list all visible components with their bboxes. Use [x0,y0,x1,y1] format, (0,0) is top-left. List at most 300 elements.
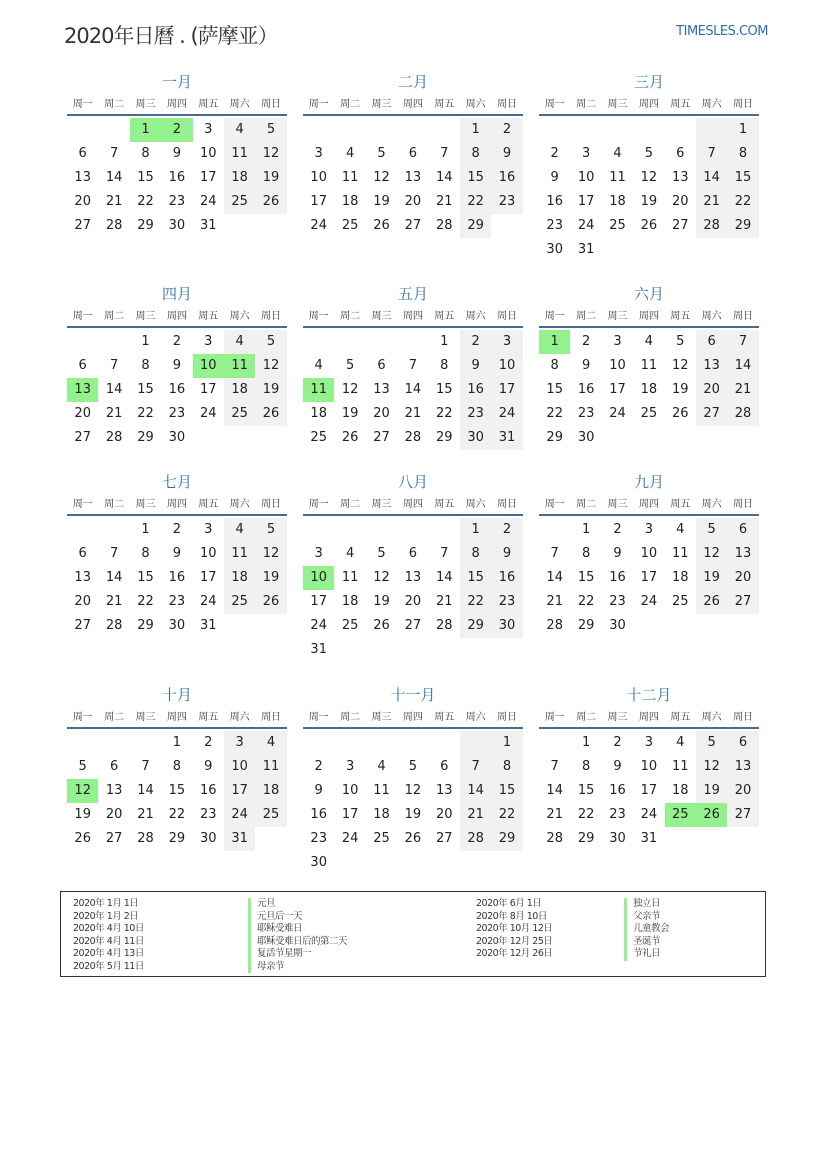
day-cell[interactable]: 18 [224,566,255,590]
day-cell[interactable]: 3 [204,522,213,537]
day-cell[interactable]: 15 [577,783,595,798]
day-cell[interactable]: 28 [460,827,491,851]
day-cell[interactable]: 7 [550,546,559,561]
day-cell[interactable]: 9 [172,358,181,373]
day-cell[interactable]: 9 [581,358,591,373]
day-cell[interactable]: 5 [255,118,286,142]
day-cell[interactable]: 21 [460,803,491,827]
day-cell[interactable]: 21 [105,194,123,209]
day-cell[interactable]: 31 [199,218,217,233]
day-cell[interactable]: 28 [435,618,453,633]
day-cell[interactable]: 1 [727,118,758,142]
day-cell[interactable]: 27 [74,430,91,445]
day-cell[interactable]: 29 [137,430,154,445]
day-cell[interactable]: 28 [546,618,563,633]
day-cell[interactable]: 5 [696,518,727,542]
day-cell[interactable]: 24 [199,194,217,209]
day-cell[interactable]: 30 [609,831,626,846]
day-cell[interactable]: 6 [78,546,87,561]
day-cell[interactable]: 29 [491,827,522,851]
day-cell[interactable]: 14 [137,783,154,798]
day-cell[interactable]: 1 [581,735,591,750]
day-cell[interactable]: 22 [460,190,491,214]
day-cell[interactable]: 22 [168,807,186,822]
day-cell[interactable]: 13 [74,170,91,185]
day-cell[interactable]: 31 [199,618,217,633]
day-cell[interactable]: 15 [460,566,491,590]
day-cell[interactable]: 16 [310,807,327,822]
day-cell[interactable]: 2 [550,146,559,161]
day-cell[interactable]: 24 [199,406,217,421]
day-cell[interactable]: 8 [460,142,491,166]
day-cell[interactable]: 11 [671,759,689,774]
day-cell[interactable]: 20 [74,194,91,209]
day-cell[interactable]: 25 [224,190,255,214]
day-cell[interactable]: 13 [727,755,758,779]
day-cell[interactable]: 29 [137,618,154,633]
day-cell[interactable]: 2 [172,522,181,537]
day-cell[interactable]: 16 [577,382,595,397]
day-cell[interactable]: 22 [137,194,154,209]
day-cell[interactable]: 19 [74,807,91,822]
day-cell[interactable]: 29 [460,214,491,238]
day-cell[interactable]: 17 [640,570,658,585]
day-cell[interactable]: 16 [491,566,522,590]
day-cell[interactable]: 15 [435,382,453,397]
day-cell[interactable]: 9 [460,354,491,378]
day-cell[interactable]: 1 [130,118,161,142]
day-cell[interactable]: 15 [546,382,563,397]
day-cell[interactable]: 11 [224,142,255,166]
day-cell[interactable]: 12 [696,755,727,779]
day-cell[interactable]: 4 [676,735,685,750]
day-cell[interactable]: 10 [491,354,522,378]
day-cell[interactable]: 16 [168,570,186,585]
day-cell[interactable]: 26 [696,803,727,827]
day-cell[interactable]: 20 [671,194,689,209]
day-cell[interactable]: 14 [435,170,453,185]
day-cell[interactable]: 12 [67,779,98,803]
day-cell[interactable]: 2 [613,735,622,750]
day-cell[interactable]: 23 [609,807,626,822]
day-cell[interactable]: 13 [404,170,422,185]
day-cell[interactable]: 22 [460,590,491,614]
day-cell[interactable]: 26 [640,218,658,233]
day-cell[interactable]: 20 [404,594,422,609]
day-cell[interactable]: 23 [609,594,626,609]
day-cell[interactable]: 26 [404,831,422,846]
day-cell[interactable]: 18 [373,807,390,822]
day-cell[interactable]: 6 [727,731,758,755]
day-cell[interactable]: 19 [696,566,727,590]
day-cell[interactable]: 9 [172,146,181,161]
day-cell[interactable]: 17 [609,382,626,397]
day-cell[interactable]: 15 [577,570,595,585]
day-cell[interactable]: 23 [168,594,186,609]
day-cell[interactable]: 11 [609,170,626,185]
day-cell[interactable]: 7 [440,146,449,161]
day-cell[interactable]: 22 [577,807,595,822]
day-cell[interactable]: 20 [373,406,390,421]
day-cell[interactable]: 17 [310,194,327,209]
day-cell[interactable]: 28 [137,831,154,846]
day-cell[interactable]: 6 [408,546,417,561]
day-cell[interactable]: 2 [204,735,213,750]
day-cell[interactable]: 3 [314,146,323,161]
day-cell[interactable]: 26 [255,190,286,214]
day-cell[interactable]: 28 [105,218,123,233]
day-cell[interactable]: 20 [74,406,91,421]
day-cell[interactable]: 3 [491,330,522,354]
day-cell[interactable]: 5 [255,518,286,542]
day-cell[interactable]: 18 [255,779,286,803]
day-cell[interactable]: 27 [435,831,453,846]
day-cell[interactable]: 7 [727,330,758,354]
day-cell[interactable]: 8 [727,142,758,166]
day-cell[interactable]: 5 [644,146,653,161]
day-cell[interactable]: 30 [491,614,522,638]
day-cell[interactable]: 18 [224,378,255,402]
day-cell[interactable]: 30 [168,218,186,233]
day-cell[interactable]: 27 [373,430,390,445]
day-cell[interactable]: 29 [168,831,186,846]
day-cell[interactable]: 19 [255,378,286,402]
day-cell[interactable]: 2 [613,522,622,537]
day-cell[interactable]: 22 [727,190,758,214]
day-cell[interactable]: 8 [440,358,449,373]
day-cell[interactable]: 2 [491,118,522,142]
day-cell[interactable]: 15 [168,783,186,798]
day-cell[interactable]: 7 [550,759,559,774]
day-cell[interactable]: 24 [640,807,658,822]
day-cell[interactable]: 3 [613,334,622,349]
day-cell[interactable]: 5 [377,546,386,561]
day-cell[interactable]: 19 [404,807,422,822]
day-cell[interactable]: 14 [404,382,422,397]
day-cell[interactable]: 21 [435,594,453,609]
day-cell[interactable]: 22 [137,406,154,421]
day-cell[interactable]: 12 [696,542,727,566]
day-cell[interactable]: 25 [341,218,359,233]
day-cell[interactable]: 31 [577,242,595,257]
day-cell[interactable]: 2 [491,518,522,542]
day-cell[interactable]: 2 [581,334,591,349]
day-cell[interactable]: 4 [224,330,255,354]
day-cell[interactable]: 14 [727,354,758,378]
day-cell[interactable]: 19 [640,194,658,209]
day-cell[interactable]: 4 [224,518,255,542]
day-cell[interactable]: 8 [581,759,591,774]
day-cell[interactable]: 14 [105,570,123,585]
day-cell[interactable]: 29 [137,218,154,233]
day-cell[interactable]: 6 [78,358,87,373]
day-cell[interactable]: 23 [491,590,522,614]
day-cell[interactable]: 10 [310,170,327,185]
day-cell[interactable]: 16 [491,166,522,190]
day-cell[interactable]: 28 [404,430,422,445]
day-cell[interactable]: 11 [224,542,255,566]
day-cell[interactable]: 16 [199,783,217,798]
day-cell[interactable]: 17 [341,807,359,822]
day-cell[interactable]: 23 [491,190,522,214]
day-cell[interactable]: 7 [696,142,727,166]
day-cell[interactable]: 13 [671,170,689,185]
day-cell[interactable]: 20 [696,378,727,402]
day-cell[interactable]: 12 [404,783,422,798]
day-cell[interactable]: 19 [373,194,390,209]
day-cell[interactable]: 19 [671,382,689,397]
day-cell[interactable]: 15 [137,382,154,397]
day-cell[interactable]: 7 [440,546,449,561]
day-cell[interactable]: 11 [640,358,658,373]
day-cell[interactable]: 26 [255,590,286,614]
day-cell[interactable]: 20 [727,779,758,803]
day-cell[interactable]: 29 [577,618,595,633]
day-cell[interactable]: 14 [105,170,123,185]
day-cell[interactable]: 4 [345,146,355,161]
day-cell[interactable]: 25 [373,831,390,846]
day-cell[interactable]: 11 [303,378,334,402]
day-cell[interactable]: 19 [696,779,727,803]
day-cell[interactable]: 25 [310,430,327,445]
day-cell[interactable]: 14 [696,166,727,190]
day-cell[interactable]: 30 [168,618,186,633]
day-cell[interactable]: 10 [193,354,224,378]
day-cell[interactable]: 26 [74,831,91,846]
day-cell[interactable]: 12 [640,170,658,185]
day-cell[interactable]: 10 [224,755,255,779]
day-cell[interactable]: 20 [435,807,453,822]
day-cell[interactable]: 26 [341,430,359,445]
day-cell[interactable]: 4 [345,546,355,561]
day-cell[interactable]: 5 [377,146,386,161]
day-cell[interactable]: 16 [546,194,563,209]
day-cell[interactable]: 9 [172,546,181,561]
day-cell[interactable]: 28 [105,430,123,445]
day-cell[interactable]: 18 [310,406,327,421]
day-cell[interactable]: 26 [373,218,390,233]
day-cell[interactable]: 9 [204,759,213,774]
day-cell[interactable]: 23 [199,807,217,822]
day-cell[interactable]: 7 [460,755,491,779]
day-cell[interactable]: 18 [224,166,255,190]
day-cell[interactable]: 26 [671,406,689,421]
day-cell[interactable]: 28 [546,831,563,846]
day-cell[interactable]: 1 [172,735,181,750]
day-cell[interactable]: 29 [435,430,453,445]
day-cell[interactable]: 11 [671,546,689,561]
day-cell[interactable]: 12 [373,570,390,585]
day-cell[interactable]: 7 [408,358,417,373]
day-cell[interactable]: 7 [109,546,119,561]
day-cell[interactable]: 30 [609,618,626,633]
day-cell[interactable]: 17 [640,783,658,798]
day-cell[interactable]: 28 [105,618,123,633]
day-cell[interactable]: 10 [199,146,217,161]
day-cell[interactable]: 2 [460,330,491,354]
day-cell[interactable]: 3 [314,546,323,561]
day-cell[interactable]: 11 [373,783,390,798]
day-cell[interactable]: 16 [609,783,626,798]
day-cell[interactable]: 10 [640,759,658,774]
day-cell[interactable]: 23 [460,402,491,426]
day-cell[interactable]: 15 [727,166,758,190]
day-cell[interactable]: 24 [640,594,658,609]
day-cell[interactable]: 31 [224,827,255,851]
day-cell[interactable]: 25 [665,803,696,827]
day-cell[interactable]: 23 [168,406,186,421]
day-cell[interactable]: 10 [609,358,626,373]
day-cell[interactable]: 22 [546,406,563,421]
day-cell[interactable]: 13 [105,783,123,798]
day-cell[interactable]: 1 [581,522,591,537]
day-cell[interactable]: 26 [373,618,390,633]
day-cell[interactable]: 1 [141,334,150,349]
day-cell[interactable]: 16 [168,382,186,397]
day-cell[interactable]: 15 [137,570,154,585]
day-cell[interactable]: 9 [314,783,323,798]
day-cell[interactable]: 2 [161,118,192,142]
day-cell[interactable]: 4 [676,522,685,537]
day-cell[interactable]: 19 [341,406,359,421]
day-cell[interactable]: 12 [341,382,359,397]
day-cell[interactable]: 8 [141,546,150,561]
day-cell[interactable]: 14 [546,570,563,585]
day-cell[interactable]: 4 [613,146,622,161]
day-cell[interactable]: 27 [74,218,91,233]
day-cell[interactable]: 4 [314,358,323,373]
day-cell[interactable]: 9 [613,546,622,561]
day-cell[interactable]: 3 [224,731,255,755]
day-cell[interactable]: 3 [581,146,591,161]
day-cell[interactable]: 17 [491,378,522,402]
day-cell[interactable]: 22 [137,594,154,609]
day-cell[interactable]: 27 [696,402,727,426]
day-cell[interactable]: 5 [696,731,727,755]
day-cell[interactable]: 29 [727,214,758,238]
day-cell[interactable]: 24 [609,406,626,421]
day-cell[interactable]: 13 [67,378,98,402]
day-cell[interactable]: 19 [373,594,390,609]
day-cell[interactable]: 21 [404,406,422,421]
day-cell[interactable]: 12 [373,170,390,185]
day-cell[interactable]: 24 [310,218,327,233]
day-cell[interactable]: 9 [491,542,522,566]
day-cell[interactable]: 21 [696,190,727,214]
day-cell[interactable]: 5 [676,334,685,349]
day-cell[interactable]: 11 [341,570,359,585]
day-cell[interactable]: 3 [204,334,213,349]
day-cell[interactable]: 31 [640,831,658,846]
day-cell[interactable]: 21 [435,194,453,209]
day-cell[interactable]: 5 [255,330,286,354]
day-cell[interactable]: 20 [404,194,422,209]
day-cell[interactable]: 20 [105,807,123,822]
day-cell[interactable]: 6 [676,146,685,161]
day-cell[interactable]: 21 [727,378,758,402]
day-cell[interactable]: 23 [168,194,186,209]
day-cell[interactable]: 30 [310,855,327,870]
day-cell[interactable]: 4 [224,118,255,142]
day-cell[interactable]: 4 [377,759,386,774]
day-cell[interactable]: 11 [341,170,359,185]
day-cell[interactable]: 24 [577,218,595,233]
day-cell[interactable]: 17 [199,170,217,185]
day-cell[interactable]: 18 [609,194,626,209]
day-cell[interactable]: 24 [224,803,255,827]
day-cell[interactable]: 5 [345,358,355,373]
day-cell[interactable]: 22 [435,406,453,421]
day-cell[interactable]: 18 [671,783,689,798]
day-cell[interactable]: 9 [491,142,522,166]
day-cell[interactable]: 8 [491,755,522,779]
day-cell[interactable]: 1 [440,334,449,349]
day-cell[interactable]: 24 [310,618,327,633]
day-cell[interactable]: 13 [74,570,91,585]
day-cell[interactable]: 9 [613,759,622,774]
day-cell[interactable]: 27 [671,218,689,233]
day-cell[interactable]: 25 [224,402,255,426]
day-cell[interactable]: 15 [491,779,522,803]
day-cell[interactable]: 19 [255,166,286,190]
day-cell[interactable]: 10 [640,546,658,561]
day-cell[interactable]: 11 [224,354,255,378]
day-cell[interactable]: 10 [199,546,217,561]
day-cell[interactable]: 25 [640,406,658,421]
day-cell[interactable]: 5 [408,759,417,774]
day-cell[interactable]: 30 [460,426,491,450]
day-cell[interactable]: 6 [696,330,727,354]
day-cell[interactable]: 10 [577,170,595,185]
day-cell[interactable]: 6 [78,146,87,161]
day-cell[interactable]: 14 [105,382,123,397]
day-cell[interactable]: 6 [109,759,119,774]
day-cell[interactable]: 1 [141,522,150,537]
day-cell[interactable]: 6 [408,146,417,161]
day-cell[interactable]: 15 [137,170,154,185]
day-cell[interactable]: 25 [671,594,689,609]
day-cell[interactable]: 23 [310,831,327,846]
day-cell[interactable]: 20 [727,566,758,590]
day-cell[interactable]: 16 [609,570,626,585]
day-cell[interactable]: 27 [74,618,91,633]
day-cell[interactable]: 21 [105,594,123,609]
day-cell[interactable]: 27 [404,618,422,633]
day-cell[interactable]: 3 [345,759,355,774]
day-cell[interactable]: 2 [172,334,181,349]
day-cell[interactable]: 8 [141,146,150,161]
day-cell[interactable]: 7 [109,358,119,373]
day-cell[interactable]: 18 [640,382,658,397]
day-cell[interactable]: 26 [255,402,286,426]
day-cell[interactable]: 4 [255,731,286,755]
day-cell[interactable]: 6 [727,518,758,542]
site-link[interactable]: TIMESLES.COM [676,24,768,39]
day-cell[interactable]: 22 [491,803,522,827]
day-cell[interactable]: 21 [546,594,563,609]
day-cell[interactable]: 3 [644,735,653,750]
day-cell[interactable]: 27 [727,803,758,827]
day-cell[interactable]: 25 [609,218,626,233]
day-cell[interactable]: 13 [727,542,758,566]
day-cell[interactable]: 21 [105,406,123,421]
day-cell[interactable]: 7 [141,759,150,774]
day-cell[interactable]: 21 [137,807,154,822]
day-cell[interactable]: 11 [255,755,286,779]
day-cell[interactable]: 18 [341,194,359,209]
day-cell[interactable]: 28 [435,218,453,233]
day-cell[interactable]: 7 [109,146,119,161]
